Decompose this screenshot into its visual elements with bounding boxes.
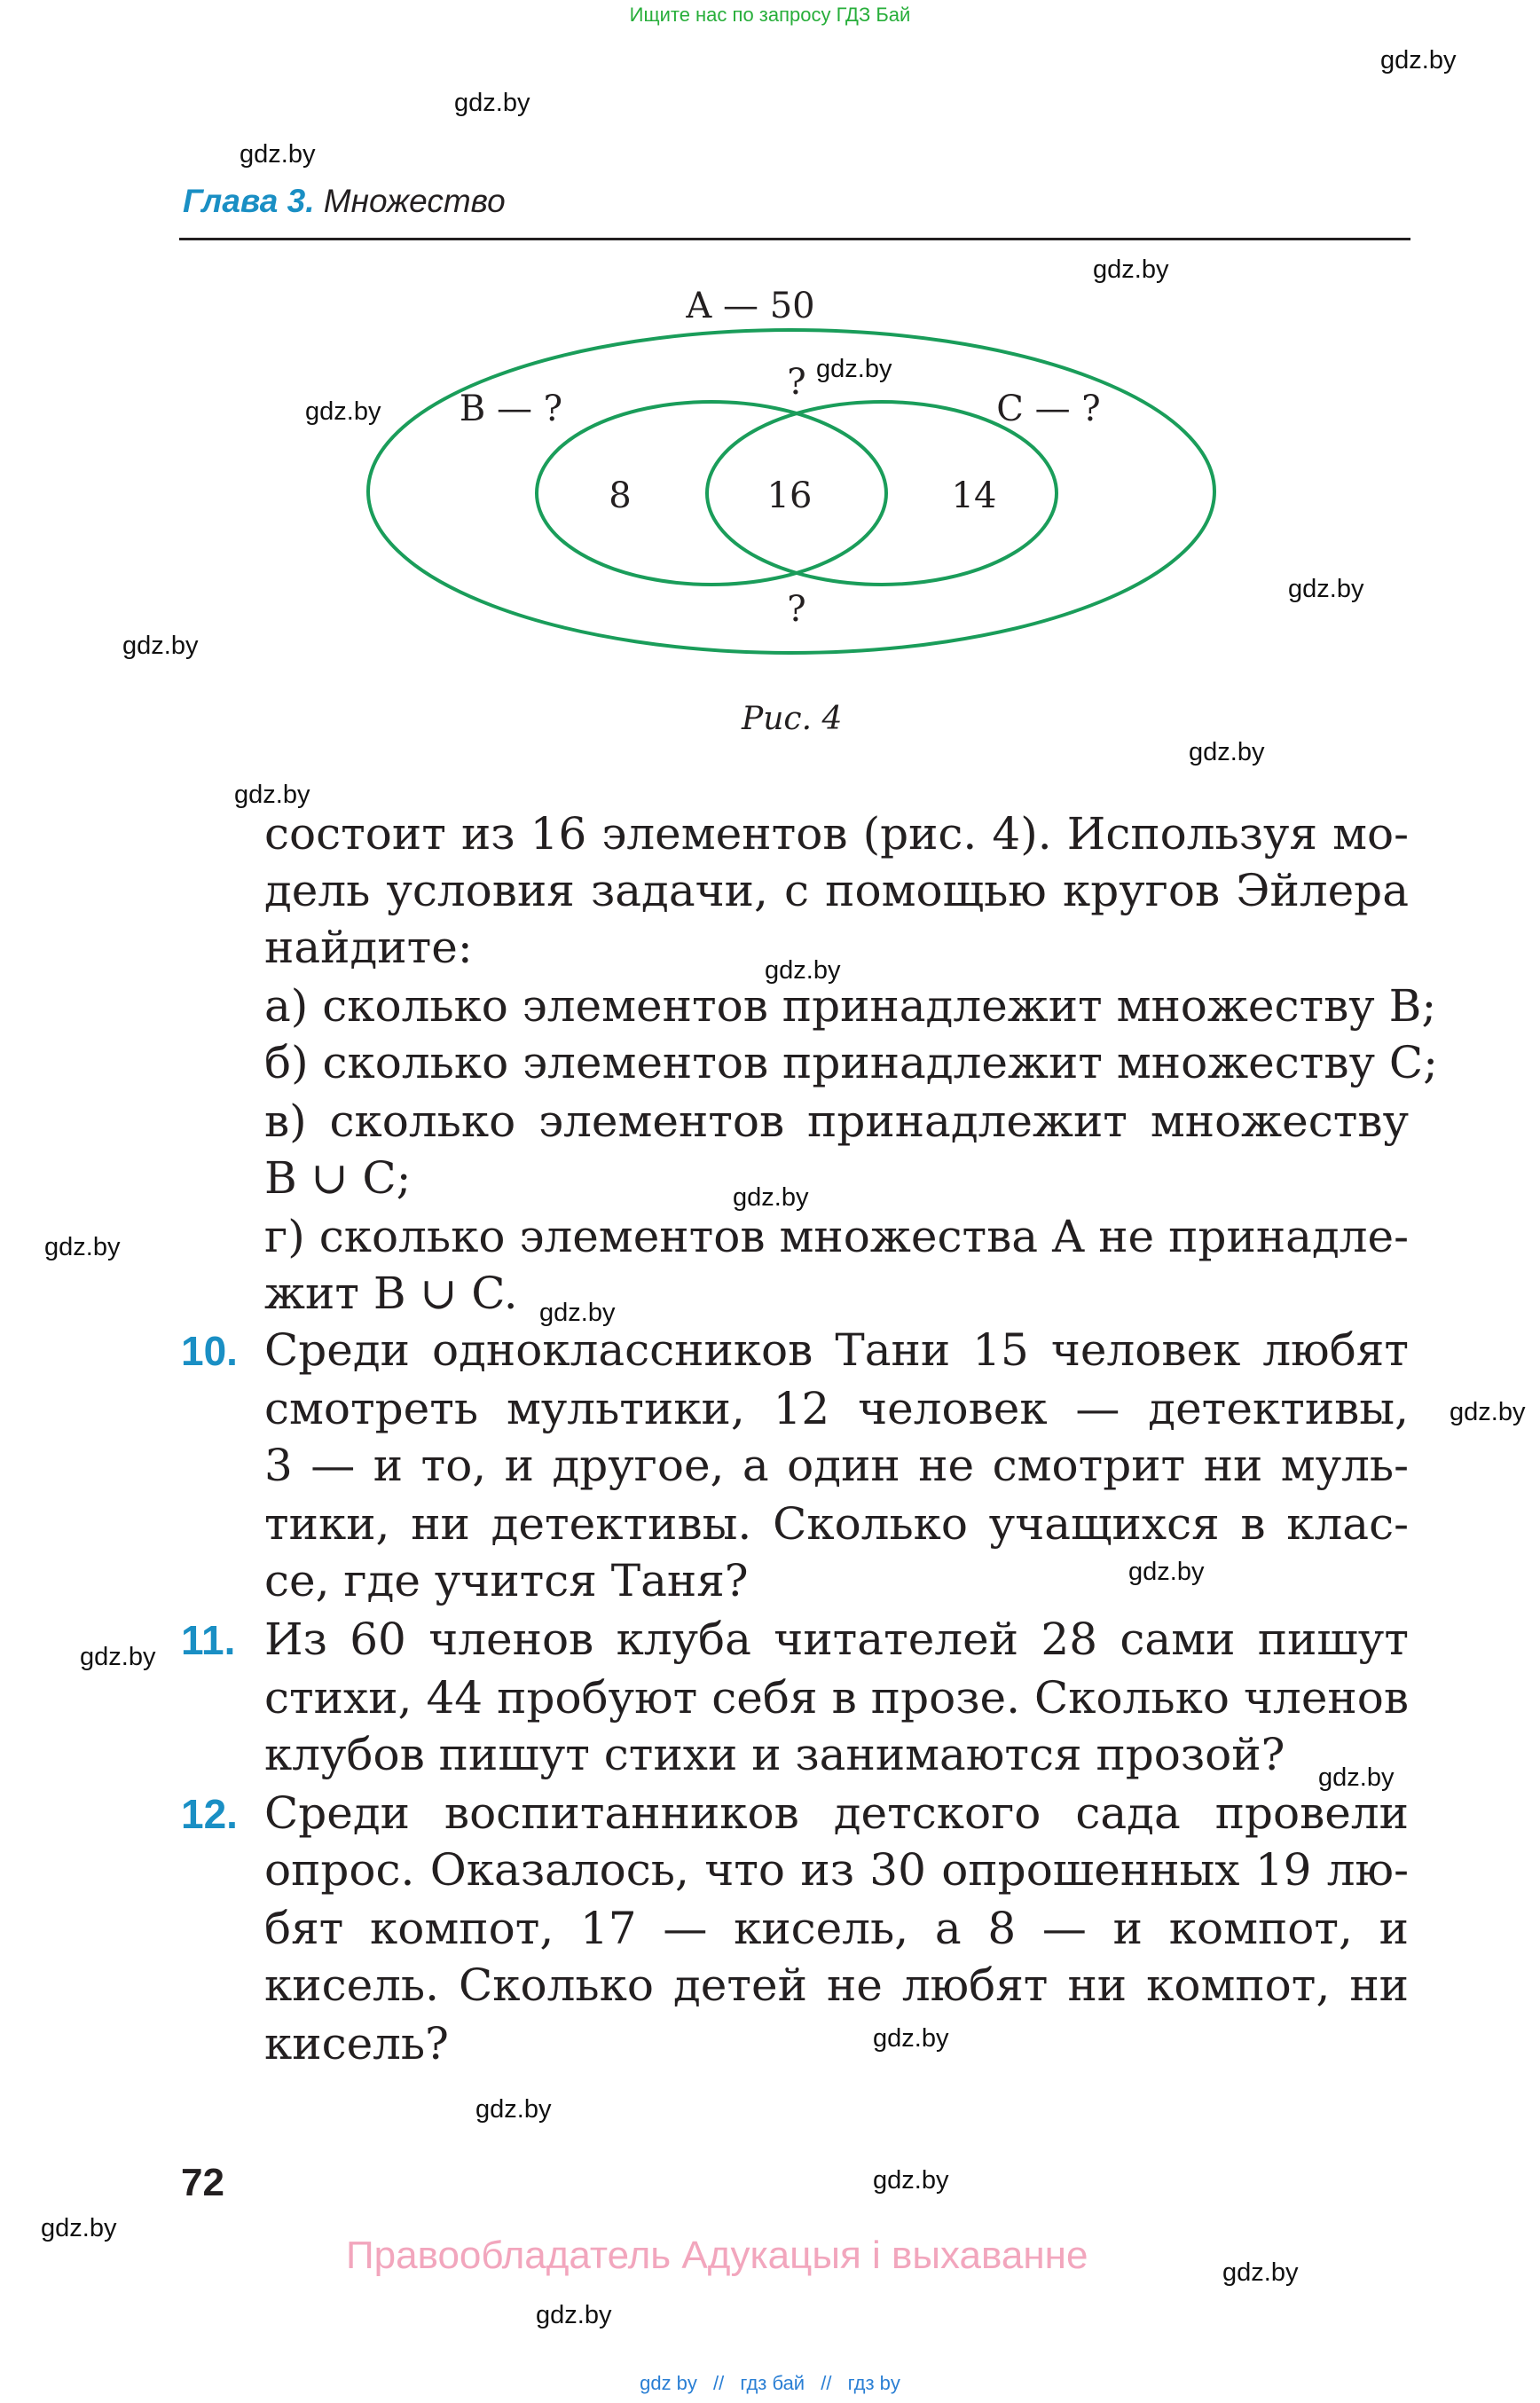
- text-line: стихи, 44 пробуют себя в прозе. Сколько членов: [264, 1672, 1409, 1724]
- text-line: се, где учится Таня?: [264, 1555, 749, 1606]
- watermark: gdz.by: [1288, 575, 1364, 603]
- top-question-mark: ?: [787, 362, 806, 403]
- left-only-count: 8: [609, 475, 632, 516]
- footer-link-gdz-by[interactable]: gdz by: [640, 2372, 697, 2394]
- watermark: gdz.by: [234, 781, 310, 809]
- top-banner[interactable]: Ищите нас по запросу ГДЗ Бай: [629, 4, 911, 26]
- footer-link-gdz-by-2[interactable]: гдз by: [847, 2372, 900, 2394]
- text-line: опрос. Оказалось, что из 30 опрошенных 19 лю-: [264, 1844, 1409, 1896]
- text-line: жит B ∪ C.: [264, 1268, 518, 1319]
- chapter-label: Глава 3.: [183, 183, 315, 219]
- text-line: г) сколько элементов множества A не принадле-: [264, 1211, 1409, 1262]
- set-b-circle: [537, 402, 886, 585]
- text-line: б) сколько элементов принадлежит множеству C;: [264, 1037, 1438, 1088]
- problem-number: 10.: [181, 1328, 238, 1374]
- watermark: gdz.by: [122, 632, 199, 660]
- watermark: gdz.by: [240, 140, 316, 169]
- bottom-question-mark: ?: [787, 589, 806, 630]
- text-line: клубов пишут стихи и занимаются прозой?: [264, 1729, 1285, 1780]
- watermark: gdz.by: [1318, 1763, 1395, 1792]
- watermark: gdz.by: [536, 2301, 612, 2329]
- text-line: Из 60 членов клуба читателей 28 сами пишут: [264, 1614, 1409, 1665]
- watermark: gdz.by: [80, 1643, 156, 1671]
- footer-links: [0, 2372, 1540, 2395]
- text-line: кисель?: [264, 2018, 449, 2069]
- figure-caption: Рис. 4: [742, 701, 843, 737]
- text-line: дель условия задачи, с помощью кругов Эйлера: [264, 865, 1409, 916]
- watermark: gdz.by: [1189, 738, 1265, 766]
- set-c-label: C — ?: [996, 389, 1101, 429]
- text-line: состоит из 16 элементов (рис. 4). Используя мо-: [264, 808, 1409, 860]
- copyright-notice: Правообладатель Адукацыя і выхаванне: [346, 2234, 1088, 2277]
- text-line: бят компот, 17 — кисель, а 8 — и компот, и: [264, 1903, 1409, 1954]
- text-line: а) сколько элементов принадлежит множеству B;: [264, 980, 1437, 1032]
- watermark: gdz.by: [873, 2166, 949, 2195]
- problem-number: 12.: [181, 1791, 238, 1837]
- intersection-count: 16: [766, 475, 813, 516]
- watermark: gdz.by: [873, 2024, 949, 2053]
- footer-separator: //: [821, 2372, 832, 2394]
- watermark: gdz.by: [1450, 1398, 1526, 1426]
- watermark: gdz.by: [765, 956, 841, 985]
- text-line: найдите:: [264, 922, 473, 973]
- footer-separator: //: [713, 2372, 725, 2394]
- text-line: тики, ни детективы. Сколько учащихся в клас-: [264, 1498, 1409, 1550]
- watermark: gdz.by: [475, 2095, 552, 2124]
- watermark: gdz.by: [1128, 1558, 1205, 1586]
- footer-link-gdz-bai[interactable]: гдз бай: [740, 2372, 805, 2394]
- text-line: Среди воспитанников детского сада провели: [264, 1787, 1409, 1839]
- page-number: 72: [181, 2161, 224, 2204]
- text-line: кисель. Сколько детей не любят ни компот, ни: [264, 1959, 1409, 2011]
- text-line: 3 — и то, и другое, а один не смотрит ни муль-: [264, 1440, 1409, 1491]
- problem-number: 11.: [181, 1617, 236, 1663]
- set-b-label: B — ?: [459, 389, 563, 429]
- watermark: gdz.by: [539, 1299, 616, 1327]
- watermark: gdz.by: [44, 1233, 121, 1261]
- watermark: gdz.by: [816, 355, 892, 383]
- watermark: gdz.by: [1380, 46, 1457, 75]
- text-line: в) сколько элементов принадлежит множеству: [264, 1095, 1409, 1147]
- watermark: gdz.by: [1093, 255, 1169, 284]
- text-line: Среди одноклассников Тани 15 человек любят: [264, 1324, 1409, 1376]
- watermark: gdz.by: [305, 397, 381, 426]
- watermark: gdz.by: [1222, 2258, 1299, 2287]
- watermark: gdz.by: [454, 89, 530, 117]
- set-a-label: A — 50: [686, 286, 815, 326]
- right-only-count: 14: [951, 475, 997, 516]
- watermark: gdz.by: [733, 1183, 809, 1212]
- chapter-title: Множество: [323, 183, 506, 219]
- watermark: gdz.by: [41, 2214, 117, 2242]
- text-line: смотреть мультики, 12 человек — детективы,: [264, 1383, 1409, 1434]
- text-line: B ∪ C;: [264, 1152, 412, 1204]
